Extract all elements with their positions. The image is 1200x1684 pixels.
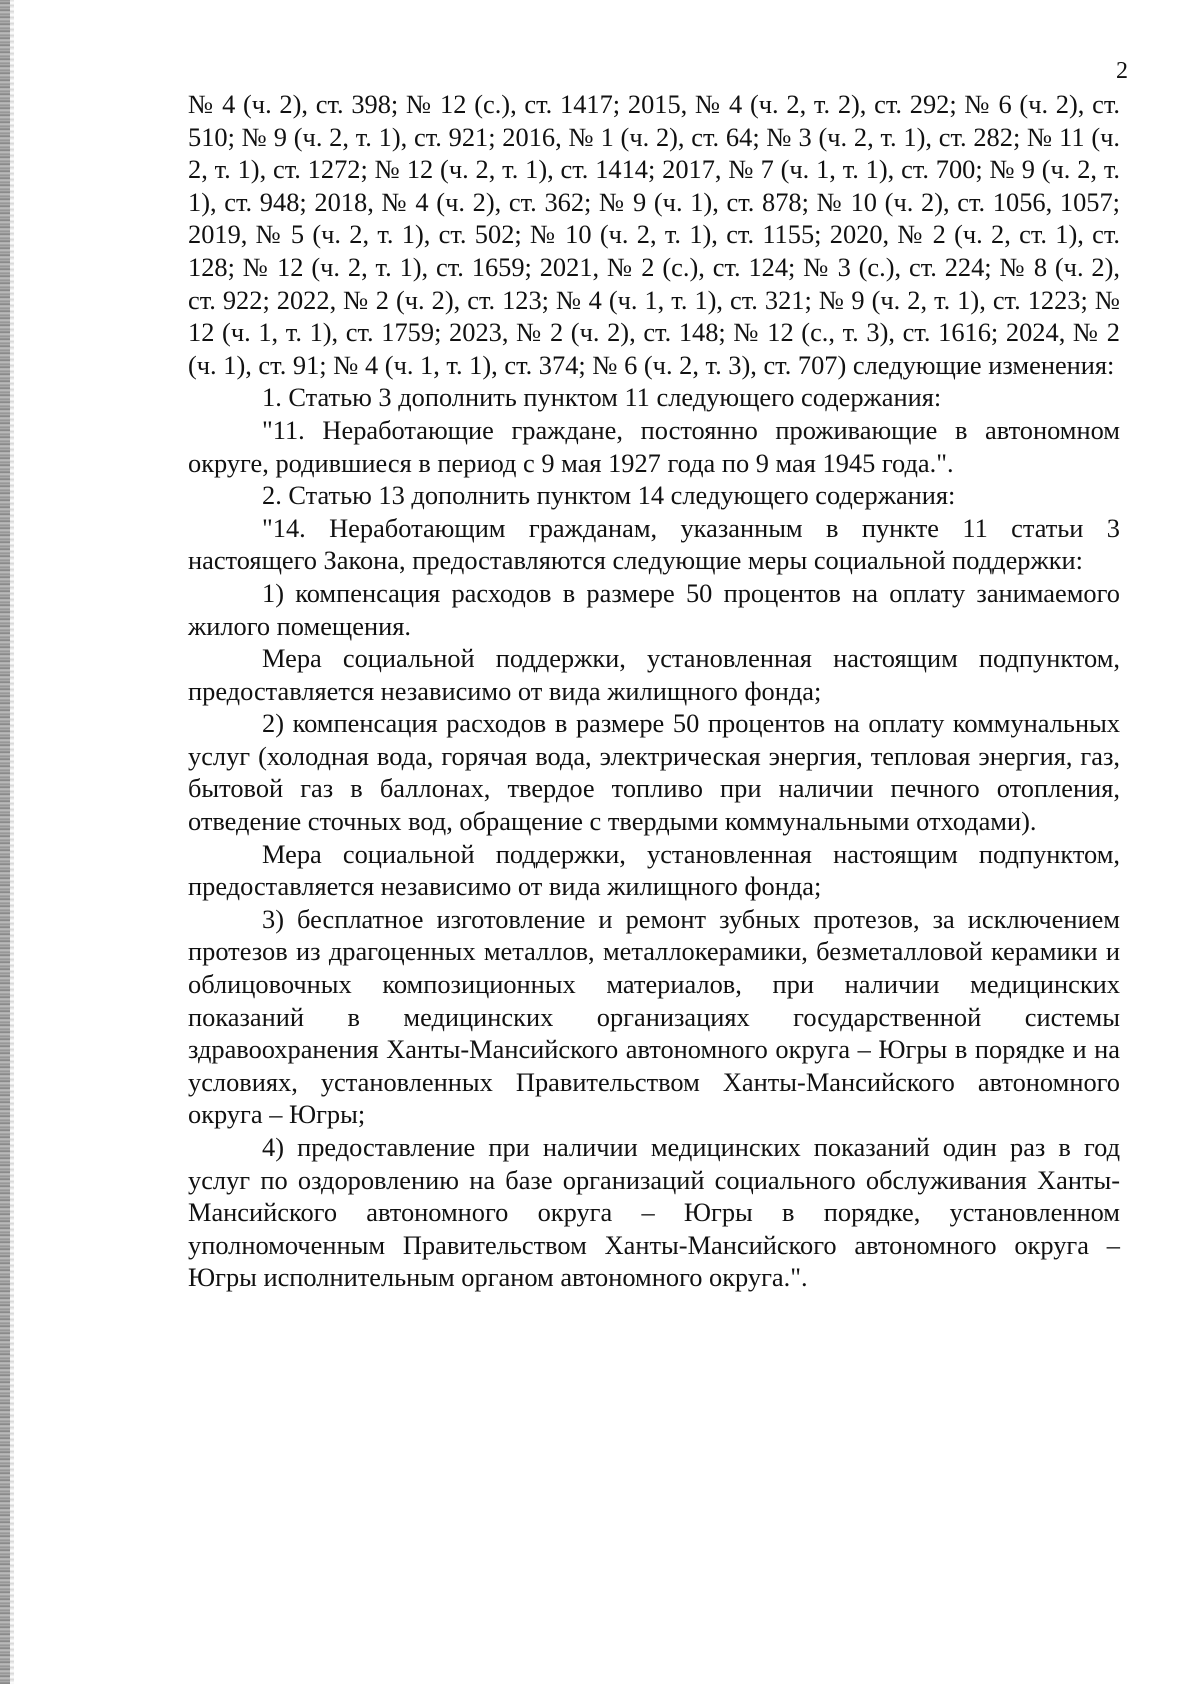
document-body xyxy=(188,88,1120,1294)
scan-binding-shadow xyxy=(10,0,14,1684)
amendment-item-2: 2. Статью 13 дополнить пунктом 14 следующего содержания: xyxy=(262,480,956,511)
subpoint-3: 3) бесплатное изготовление и ремонт зубных протезов, за исключением протезов из драгоценных металлов, металлокерамики, безметалловой керамики и облицовочных композиционных материалов, при наличии медицинских показаний в медицинских организациях государственной системы здравоохранения Ханты-Мансийского автономного округа – Югры в порядке и на условиях, установленных Правительством Ханты-Мансийского автономного округа – Югры; xyxy=(188,903,1120,1130)
amendment-item-1: 1. Статью 3 дополнить пунктом 11 следующего содержания: xyxy=(262,382,942,413)
subpoint-4: 4) предоставление при наличии медицинских показаний один раз в год услуг по оздоровлению на базе организаций социального обслуживания Ханты-Мансийского автономного округа – Югры в порядке, установленном уполномоченным Правительством Ханты-Мансийского автономного округа – Югры исполнительным органом автономного округа.". xyxy=(188,1132,1120,1293)
subpoint-2-note: Мера социальной поддержки, установленная настоящим подпунктом, предоставляется независимо от вида жилищного фонда; xyxy=(188,838,1120,902)
citation-paragraph: № 4 (ч. 2), ст. 398; № 12 (с.), ст. 1417; 2015, № 4 (ч. 2, т. 2), ст. 292; № 6 (ч. 2), ст. 510; № 9 (ч. 2, т. 1), ст. 921; 2016, № 1 (ч. 2), ст. 64; № 3 (ч. 2, т. 1), ст. 282; № 11 (ч. 2, т. 1), ст. 1272; № 12 (ч. 2, т. 1), ст. 1414; 2017, № 7 (ч. 1, т. 1), ст. 700; № 9 (ч. 2, т. 1), ст. 948; 2018, № 4 (ч. 2), ст. 362; № 9 (ч. 1), ст. 878; № 10 (ч. 2), ст. 1056, 1057; 2019, № 5 (ч. 2, т. 1), ст. 502; № 10 (ч. 2, т. 1), ст. 1155; 2020, № 2 (ч. 2, ст. 1), ст. 128; № 12 (ч. 2, т. 1), ст. 1659; 2021, № 2 (с.), ст. 124; № 3 (с.), ст. 224; № 8 (ч. 2), ст. 922; 2022, № 2 (ч. 2), ст. 123; № 4 (ч. 1, т. 1), ст. 321; № 9 (ч. 2, т. 1), ст. 1223; № 12 (ч. 1, т. 1), ст. 1759; 2023, № 2 (ч. 2), ст. 148; № 12 (с., т. 3), ст. 1616; 2024, № 2 (ч. 1), ст. 91; № 4 (ч. 1, т. 1), ст. 374; № 6 (ч. 2, т. 3), ст. 707) следующие изменения: xyxy=(188,89,1120,380)
subpoint-1-note: Мера социальной поддержки, установленная настоящим подпунктом, предоставляется независимо от вида жилищного фонда; xyxy=(188,643,1120,706)
subpoint-1: 1) компенсация расходов в размере 50 процентов на оплату занимаемого жилого помещения. xyxy=(188,577,1120,641)
scan-binding-edge xyxy=(0,0,10,1684)
page-number: 2 xyxy=(1116,58,1128,84)
new-point-14-intro: "14. Неработающим гражданам, указанным в пункте 11 статьи 3 настоящего Закона, предоставляются следующие меры социальной поддержки: xyxy=(188,512,1120,576)
new-point-11-text: "11. Неработающие граждане, постоянно проживающие в автономном округе, родившиеся в период с 9 мая 1927 года по 9 мая 1945 года.". xyxy=(188,414,1120,478)
subpoint-2: 2) компенсация расходов в размере 50 процентов на оплату коммунальных услуг (холодная вода, горячая вода, электрическая энергия, тепловая энергия, газ, бытовой газ в баллонах, твердое топливо при наличии печного отопления, отведение сточных вод, обращение с твердыми коммунальными отходами). xyxy=(188,708,1120,837)
